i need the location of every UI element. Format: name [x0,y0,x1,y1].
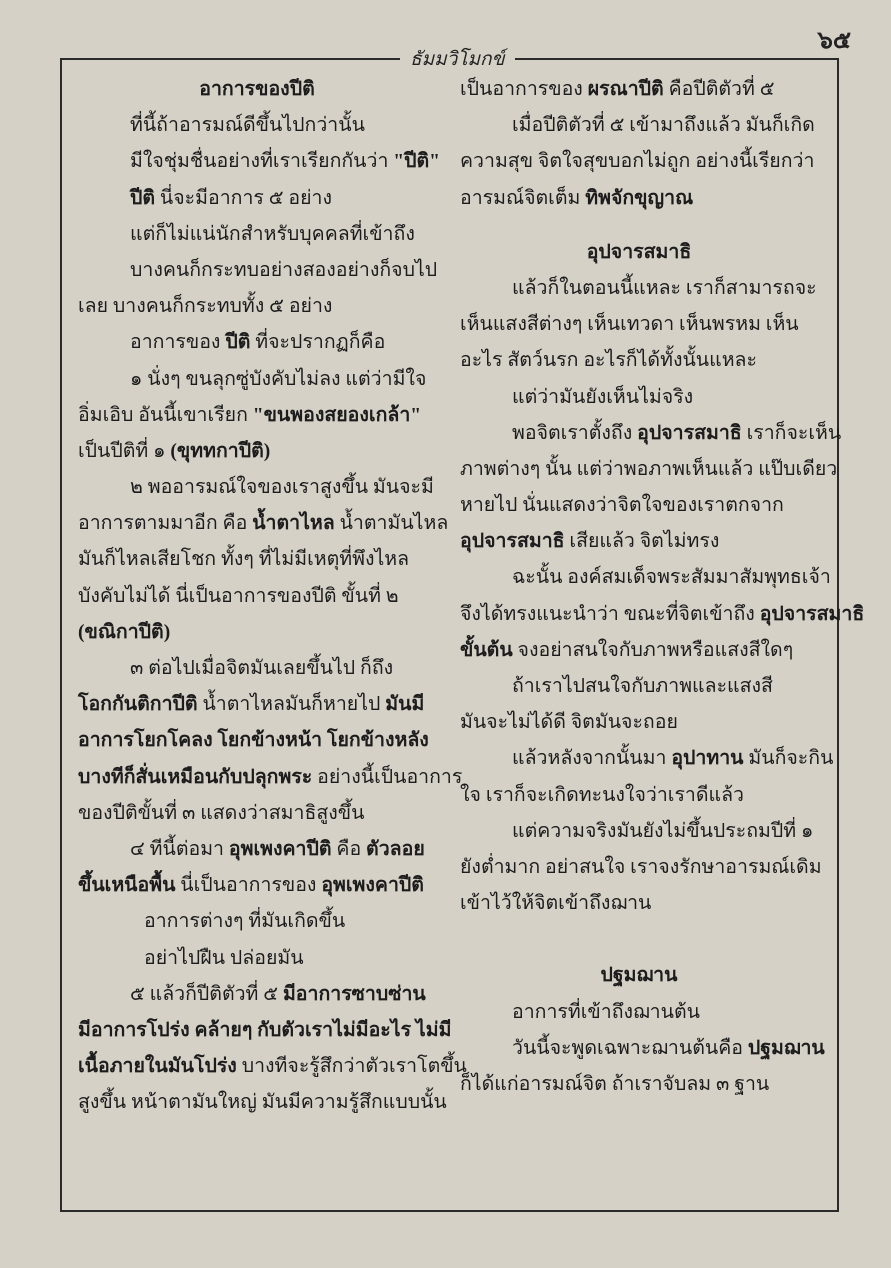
text-span: แต่ว่ามันยังเห็นไม่จริง [512,386,694,408]
text-span: เสียแล้ว จิตไม่ทรง [564,531,720,553]
text-span: ใจ เราก็จะเกิดทะนงใจว่าเราดีแล้ว [460,784,744,806]
bold-text-span: อุปจารสมาธิ [759,603,865,625]
text-span: คือ [331,838,367,860]
text-span: วันนี้จะพูดเฉพาะฌานต้นคือ [512,1037,748,1059]
bold-text-span: ปีติ [130,187,156,209]
page-number: ๖๕ [817,28,851,54]
text-span: บางทีจะรู้สึกว่าตัวเราโตขึ้น [236,1056,467,1078]
text-span: ที่นี้ถ้าอารมณ์ดีขึ้นไปกว่านั้น [130,115,365,137]
text-line [460,524,818,560]
text-span: ๓ ต่อไปเมื่อจิตมันเลยขึ้นไป ก็ถึง [130,658,394,679]
text-line [78,579,436,615]
text-span: ฉะนั้น องค์สมเด็จพระสัมมาสัมพุทธเจ้า [512,567,831,589]
text-line [78,687,436,723]
text-span: จงอย่าสนใจกับภาพหรือแสงสีใดๆ [512,639,794,661]
text-span: ก็ได้แก่อารมณ์จิต ถ้าเราจับลม ๓ ฐาน [460,1073,770,1095]
bold-text-span: "ขนพองสยองเกล้า" [252,404,422,426]
text-span: มันจะไม่ได้ดี จิตมันจะถอย [460,712,678,734]
text-line [78,217,436,253]
text-span: แล้วก็ในตอนนี้แหละ เราก็สามารถจะ [512,277,817,299]
text-line [78,796,436,832]
bold-text-span: โอกกันติกาปีติ [78,694,198,716]
text-line [78,470,436,506]
text-span: มันก็จะกิน [743,748,834,770]
text-line [78,108,436,144]
text-line [78,1013,452,1049]
text-line [78,144,440,180]
text-span: อย่างนี้เป็นอาการ [312,766,463,788]
text-line [460,814,818,850]
text-span: อาการที่เข้าถึงฌานต้น [512,1001,700,1023]
text-span: ความสุข จิตใจสุขบอกไม่ถูก อย่างนี้เรียกว่า [460,151,815,173]
text-line [460,452,838,488]
text-span: สูงขึ้น หน้าตามันใหญ่ มันมีความรู้สึกแบบนั้น [78,1092,447,1114]
text-line [460,633,818,669]
bold-text-span: "ปีติ" [393,151,440,173]
text-line [78,977,436,1013]
text-span: ๔ ทีนี้ต่อมา [130,838,229,860]
bold-text-span: อุปจารสมาธิ [586,241,692,263]
bold-text-span: น้ำตาไหล [252,513,335,535]
text-span: อาการตามมาอีก คือ [78,513,253,535]
text-line [460,271,818,307]
text-line [78,904,436,940]
text-line [78,723,436,759]
text-span: ถ้าเราไปสนใจกับภาพและแสงสี [512,676,773,697]
bold-text-span: ผรณาปีติ [587,79,664,100]
bold-text-span: อุพเพงคาปีติ [228,838,332,860]
bold-text-span: มีอาการซาบซ่าน [282,983,426,1005]
text-line [460,778,818,814]
text-line [460,850,822,886]
text-span: เราก็จะเห็น [741,422,842,444]
text-line [460,307,818,343]
text-line [460,705,818,741]
text-line [78,72,436,108]
bold-text-span: อุปจารสมาธิ [637,422,742,444]
text-span: คือปีติตัวที่ ๕ [663,79,775,100]
text-line [78,615,436,651]
bold-text-span: มันมี [385,694,425,716]
bold-text-span: ปฐมฌาน [600,965,678,987]
text-span: มีใจชุ่มชื่นอย่างที่เราเรียกกันว่า [130,151,394,173]
bold-text-span: (ขุททกาปีติ) [170,440,271,462]
bold-text-span: ปีติ [225,332,251,354]
bold-text-span: ขึ้นเหนือพื้น [78,875,176,897]
bold-text-span: อาการโยกโคลง โยกข้างหน้า โยกข้างหลัง [78,730,429,752]
text-span: อาการต่างๆ ที่มันเกิดขึ้น [144,911,346,933]
text-line [460,488,818,524]
text-span: แต่ความจริงมันยังไม่ขึ้นประถมปีที่ ๑ [512,820,814,842]
text-line [78,760,463,796]
text-span: บังคับไม่ได้ นี่เป็นอาการของปีติ ขั้นที่ ๒ [78,585,399,607]
text-span: อิ่มเอิบ อันนี้เขาเรียก [78,404,253,426]
text-span: มันก็ไหลเสียโชก ทั้งๆ ที่ไม่มีเหตุที่พึงไหล [78,549,410,571]
text-line [460,380,818,416]
text-span: เป็นปีติที่ ๑ [78,440,171,462]
text-line [78,832,436,868]
text-span: เป็นอาการของ [460,79,588,100]
text-span: ที่จะปรากฏก็คือ [250,332,386,354]
text-line [460,886,818,922]
text-line [460,217,818,235]
text-line [78,1085,447,1121]
text-line [78,1049,467,1085]
text-line [78,325,436,361]
text-span: อารมณ์จิตเต็ม [460,187,586,209]
text-span: เลย บางคนก็กระทบทั้ง ๕ อย่าง [78,296,333,318]
text-span: ๕ แล้วก็ปีติตัวที่ ๕ [130,983,283,1005]
text-line [460,597,865,633]
text-line [460,940,818,958]
text-line [460,560,831,596]
text-line [460,1067,818,1103]
text-line [460,995,818,1031]
text-span: เมื่อปีติตัวที่ ๕ เข้ามาถึงแล้ว มันก็เกิด [512,115,815,137]
text-span: น้ำตาไหลมันก็หายไป [197,694,386,716]
text-span: ๒ พออารมณ์ใจของเราสูงขึ้น มันจะมี [130,477,434,499]
text-line [78,398,436,434]
text-line [460,958,818,994]
right-text-column [460,72,865,1103]
text-line [460,922,818,940]
text-line [78,868,436,904]
text-span: จึงได้ทรงแนะนำว่า ขณะที่จิตเข้าถึง [460,603,760,625]
text-line [460,343,818,379]
text-span: น้ำตามันไหล [334,513,449,535]
text-line [78,506,449,542]
text-span: พอจิตเราตั้งถึง [512,422,638,444]
text-line [460,181,818,217]
text-line [78,434,436,470]
text-line [460,741,834,777]
bold-text-span: อาการของปีติ [199,79,315,100]
text-span: อะไร สัตว์นรก อะไรก็ได้ทั้งนั้นแหละ [460,350,757,372]
text-line [78,289,436,325]
text-line [78,181,436,217]
bold-text-span: ตัวลอย [366,838,425,860]
bold-text-span: (ขณิกาปีติ) [78,621,171,643]
text-line [78,651,436,687]
text-span: อาการของ [130,332,226,354]
text-line [460,144,818,180]
text-span: ของปีติขั้นที่ ๓ แสดงว่าสมาธิสูงขึ้น [78,802,365,824]
text-span: แล้วหลังจากนั้นมา [512,748,672,770]
text-line [460,235,818,271]
text-span: แต่ก็ไม่แน่นักสำหรับบุคคลที่เข้าถึง [130,223,415,245]
text-span: นี่เป็นอาการของ [175,875,322,897]
bold-text-span: ปฐมฌาน [747,1037,825,1059]
text-span: นี่จะมีอาการ ๕ อย่าง [155,187,333,209]
text-span: เข้าไว้ให้จิตเข้าถึงฌาน [460,893,652,915]
bold-text-span: ทิพจักขุญาณ [585,187,694,209]
text-line [78,362,436,398]
bold-text-span: เนื้อภายในมันโปร่ง [78,1056,237,1078]
left-text-column [78,72,467,1121]
bold-text-span: อุปจารสมาธิ [460,531,565,553]
text-line [460,416,842,452]
text-line [78,941,436,977]
bold-text-span: มีอาการโปร่ง คล้ายๆ กับตัวเราไม่มีอะไร ไม่มี [78,1019,452,1041]
text-line [460,669,818,705]
text-line [460,1031,825,1067]
text-span: เห็นแสงสีต่างๆ เห็นเทวดา เห็นพรหม เห็น [460,314,799,336]
text-span: ยังต่ำมาก อย่าสนใจ เราจงรักษาอารมณ์เดิม [460,856,822,878]
bold-text-span: ขั้นต้น [460,639,513,661]
text-span: หายไป นั่นแสดงว่าจิตใจของเราตกจาก [460,495,784,517]
text-span: ๑ นั่งๆ ขนลุกซู่บังคับไม่ลง แต่ว่ามีใจ [130,368,427,390]
text-line [78,542,436,578]
text-span: ภาพต่างๆ นั้น แต่ว่าพอภาพเห็นแล้ว แป๊บเดียว [460,458,838,480]
bold-text-span: อุพเพงคาปีติ [321,875,424,897]
text-line [78,253,436,289]
text-line [460,108,818,144]
text-span: บางคนก็กระทบอย่างสองอย่างก็จบไป [130,259,438,281]
text-span: อย่าไปฝืน ปล่อยมัน [144,947,304,969]
text-line [460,72,818,108]
bold-text-span: บางทีก็สั่นเหมือนกับปลุกพระ [78,766,313,788]
running-header-title: ธัมมวิโมกข์ [400,44,515,74]
bold-text-span: อุปาทาน [671,748,744,770]
